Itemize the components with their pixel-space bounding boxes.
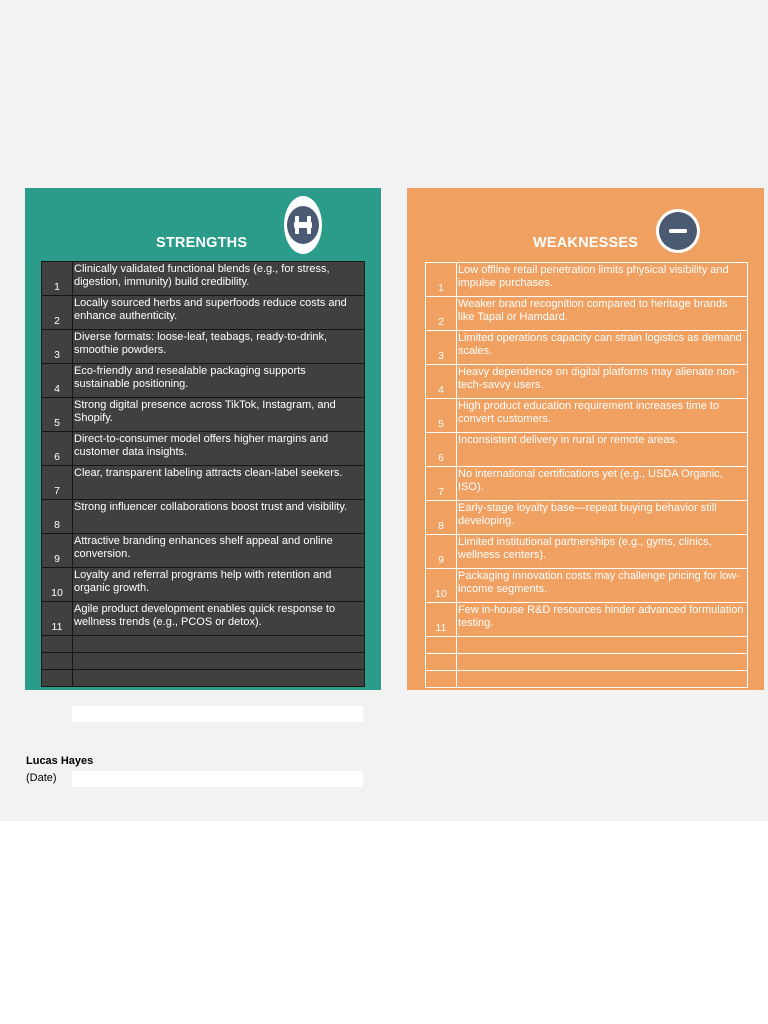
row-number: 2 — [426, 297, 457, 331]
row-number: 1 — [42, 262, 73, 296]
row-text: Weaker brand recognition compared to heritage brands like Tapal or Hamdard. — [457, 297, 748, 331]
empty-row — [426, 654, 748, 671]
empty-cell — [73, 636, 365, 653]
table-row — [42, 568, 365, 602]
row-number: 3 — [42, 330, 73, 364]
empty-row — [42, 653, 365, 670]
row-text: Locally sourced herbs and superfoods reduce costs and enhance authenticity. — [73, 296, 365, 330]
row-text: Limited operations capacity can strain logistics as demand scales. — [457, 331, 748, 365]
row-number: 10 — [42, 568, 73, 602]
empty-cell — [73, 670, 365, 687]
empty-cell — [457, 671, 748, 688]
table-row — [426, 535, 748, 569]
table-row — [426, 297, 748, 331]
row-text: Few in-house R&D resources hinder advanced formulation testing. — [457, 603, 748, 637]
row-text: Packaging innovation costs may challenge pricing for low-income segments. — [457, 569, 748, 603]
empty-cell — [42, 636, 73, 653]
empty-cell — [73, 653, 365, 670]
empty-cell — [42, 653, 73, 670]
row-number: 10 — [426, 569, 457, 603]
empty-row — [426, 637, 748, 654]
empty-cell — [457, 654, 748, 671]
row-text: Strong influencer collaborations boost trust and visibility. — [73, 500, 365, 534]
date-line[interactable] — [72, 771, 363, 787]
row-text: Direct-to-consumer model offers higher margins and customer data insights. — [73, 432, 365, 466]
row-text: Inconsistent delivery in rural or remote areas. — [457, 433, 748, 467]
empty-cell — [426, 654, 457, 671]
row-text: Heavy dependence on digital platforms may alienate non-tech-savvy users. — [457, 365, 748, 399]
row-number: 9 — [42, 534, 73, 568]
empty-row — [42, 636, 365, 653]
row-number: 11 — [426, 603, 457, 637]
row-text: Diverse formats: loose-leaf, teabags, ready-to-drink, smoothie powders. — [73, 330, 365, 364]
row-text: Loyalty and referral programs help with retention and organic growth. — [73, 568, 365, 602]
minus-circle-icon — [655, 208, 701, 254]
row-number: 8 — [426, 501, 457, 535]
plus-circle-icon — [283, 195, 323, 255]
table-row — [42, 432, 365, 466]
empty-cell — [457, 637, 748, 654]
table-row — [426, 331, 748, 365]
signature-name: Lucas Hayes — [26, 755, 94, 767]
weaknesses-panel — [407, 188, 764, 690]
row-text: Early-stage loyalty base—repeat buying behavior still developing. — [457, 501, 748, 535]
table-row — [42, 296, 365, 330]
row-number: 7 — [426, 467, 457, 501]
row-number: 1 — [426, 263, 457, 297]
strengths-title: STRENGTHS — [156, 235, 248, 251]
table-row — [42, 500, 365, 534]
table-row — [426, 365, 748, 399]
table-row — [42, 330, 365, 364]
row-number: 6 — [426, 433, 457, 467]
row-number: 9 — [426, 535, 457, 569]
signature-date-label: (Date) — [26, 772, 57, 784]
row-number: 2 — [42, 296, 73, 330]
row-number: 11 — [42, 602, 73, 636]
row-number: 4 — [42, 364, 73, 398]
table-row — [426, 467, 748, 501]
table-row — [426, 399, 748, 433]
table-row — [42, 534, 365, 568]
row-number: 4 — [426, 365, 457, 399]
strengths-panel — [25, 188, 381, 690]
row-text: Attractive branding enhances shelf appeal and online conversion. — [73, 534, 365, 568]
empty-cell — [42, 670, 73, 687]
table-row — [426, 263, 748, 297]
row-number: 7 — [42, 466, 73, 500]
row-number: 5 — [42, 398, 73, 432]
weaknesses-title: WEAKNESSES — [533, 235, 639, 251]
row-text: Strong digital presence across TikTok, Instagram, and Shopify. — [73, 398, 365, 432]
table-row — [42, 262, 365, 296]
table-row — [42, 602, 365, 636]
table-row — [426, 569, 748, 603]
row-text: Limited institutional partnerships (e.g., gyms, clinics, wellness centers). — [457, 535, 748, 569]
empty-cell — [426, 671, 457, 688]
row-number: 6 — [42, 432, 73, 466]
row-text: Clinically validated functional blends (e.g., for stress, digestion, immunity) build credibility. — [73, 262, 365, 296]
row-text: No international certifications yet (e.g., USDA Organic, ISO). — [457, 467, 748, 501]
table-row — [42, 398, 365, 432]
empty-cell — [426, 637, 457, 654]
row-number: 3 — [426, 331, 457, 365]
strengths-table — [41, 261, 365, 687]
signature-line[interactable] — [72, 706, 363, 722]
row-text: Clear, transparent labeling attracts clean-label seekers. — [73, 466, 365, 500]
weaknesses-table — [425, 262, 748, 688]
row-number: 8 — [42, 500, 73, 534]
table-row — [426, 433, 748, 467]
row-number: 5 — [426, 399, 457, 433]
row-text: Low offline retail penetration limits physical visibility and impulse purchases. — [457, 263, 748, 297]
table-row — [426, 603, 748, 637]
row-text: Eco-friendly and resealable packaging supports sustainable positioning. — [73, 364, 365, 398]
row-text: High product education requirement increases time to convert customers. — [457, 399, 748, 433]
table-row — [426, 501, 748, 535]
empty-row — [426, 671, 748, 688]
empty-row — [42, 670, 365, 687]
table-row — [42, 466, 365, 500]
row-text: Agile product development enables quick response to wellness trends (e.g., PCOS or detox). — [73, 602, 365, 636]
table-row — [42, 364, 365, 398]
